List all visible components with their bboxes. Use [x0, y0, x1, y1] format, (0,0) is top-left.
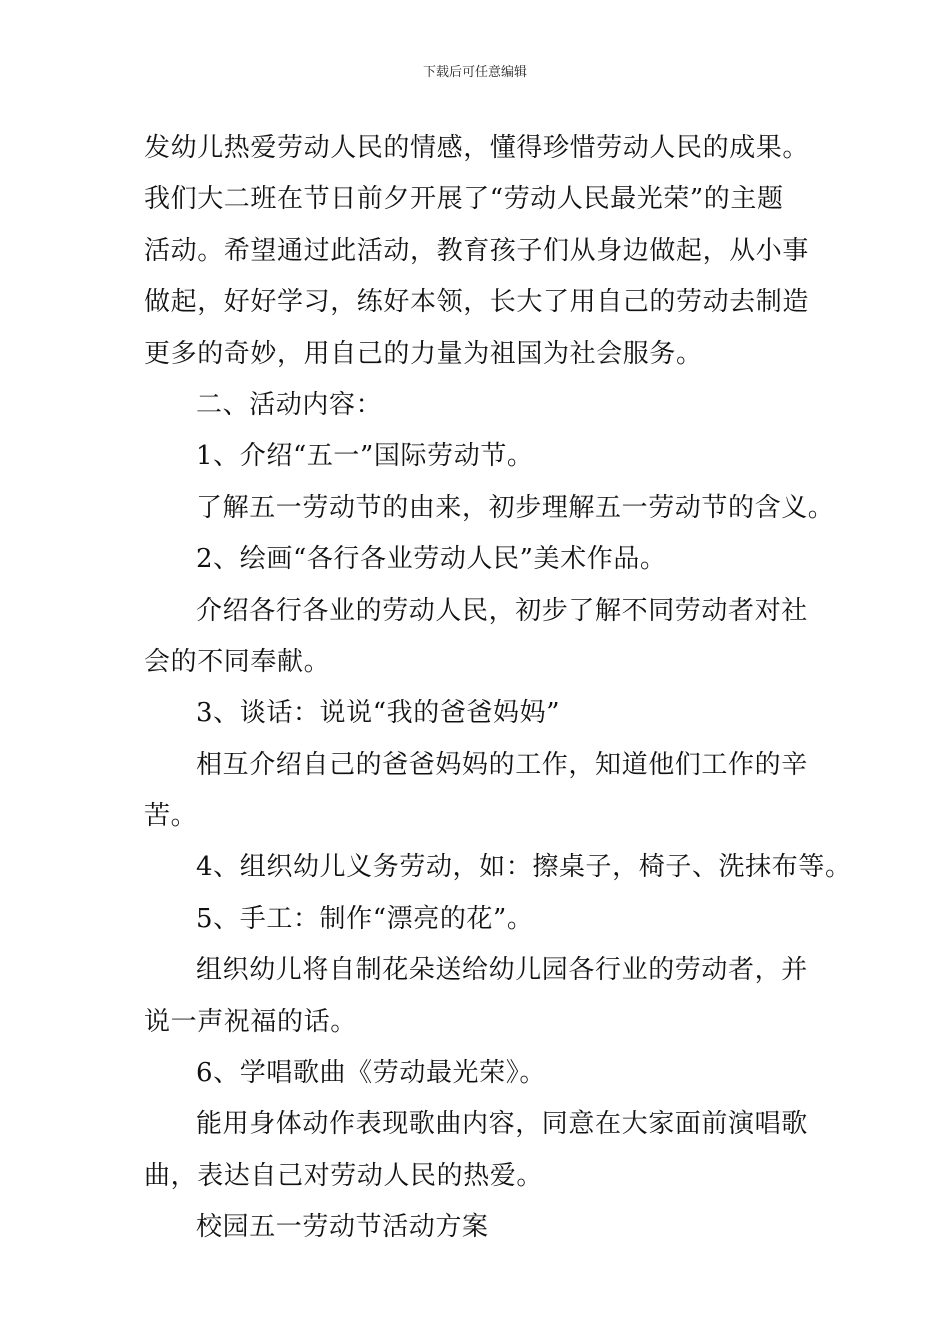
text-line: 了解五一劳动节的由来，初步理解五一劳动节的含义。 — [196, 492, 835, 523]
text-line: 相互介绍自己的爸爸妈妈的工作，知道他们工作的辛 — [196, 749, 808, 780]
text-line: 组织幼儿将自制花朵送给幼儿园各行业的劳动者，并 — [196, 955, 808, 986]
list-item-heading: 5、手工：制作“漂亮的花”。 — [196, 903, 534, 934]
text-line: 曲，表达自己对劳动人民的热爱。 — [144, 1160, 544, 1191]
text-line: 介绍各行各业的劳动人民，初步了解不同劳动者对社 — [196, 595, 808, 626]
list-item-heading: 4、组织幼儿义务劳动，如：擦桌子，椅子、洗抹布等。 — [196, 852, 852, 883]
text-line: 做起，好好学习，练好本领，长大了用自己的劳动去制造 — [144, 287, 810, 318]
text-line: 说一声祝福的话。 — [144, 1006, 357, 1037]
text-line: 会的不同奉献。 — [144, 646, 331, 677]
text-line: 更多的奇妙，用自己的力量为祖国为社会服务。 — [144, 338, 703, 369]
section-heading: 二、活动内容： — [196, 389, 383, 420]
list-item-heading: 6、学唱歌曲《劳动最光荣》。 — [196, 1058, 546, 1089]
text-line: 发幼儿热爱劳动人民的情感，懂得珍惜劳动人民的成果。 — [144, 133, 810, 163]
list-item-heading: 2、绘画“各行各业劳动人民”美术作品。 — [196, 544, 667, 575]
text-line: 苦。 — [144, 801, 198, 832]
page-header: 下载后可任意编辑 — [422, 65, 527, 80]
list-item-heading: 3、谈话：说说“我的爸爸妈妈” — [196, 698, 561, 729]
document-title: 校园五一劳动节活动方案 — [196, 1212, 489, 1243]
list-item-heading: 1、介绍“五一”国际劳动节。 — [196, 441, 534, 472]
text-line: 能用身体动作表现歌曲内容，同意在大家面前演唱歌 — [196, 1109, 808, 1140]
text-line: 活动。希望通过此活动，教育孩子们从身边做起，从小事 — [144, 235, 810, 266]
text-line: 我们大二班在节日前夕开展了“劳动人民最光荣”的主题 — [144, 184, 784, 215]
document-body — [144, 123, 852, 1254]
